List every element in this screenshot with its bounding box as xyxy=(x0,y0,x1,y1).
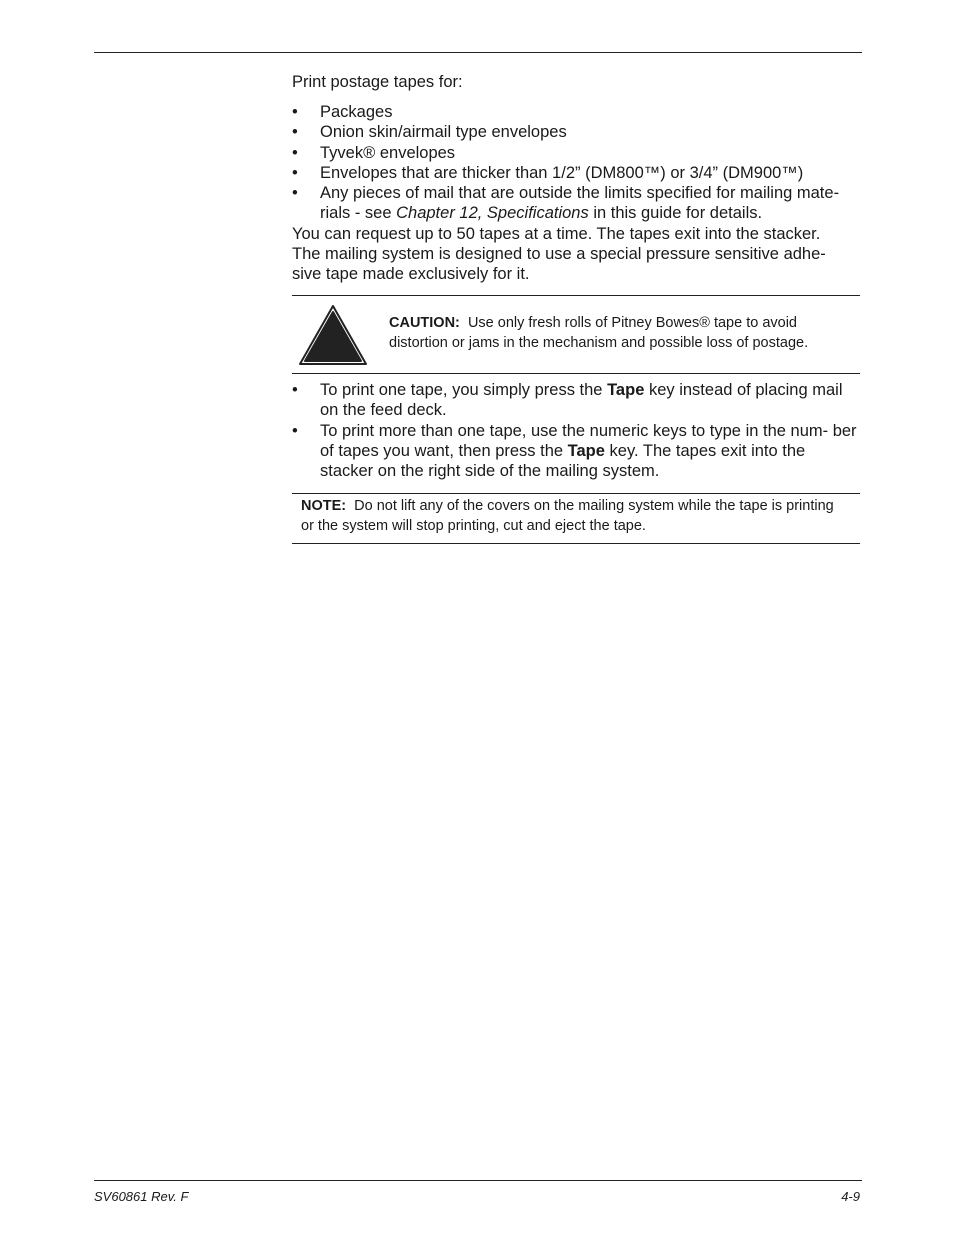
header-rule xyxy=(94,52,862,53)
document-code: SV60861 Rev. F xyxy=(94,1189,189,1204)
page-number: 4-9 xyxy=(841,1189,860,1204)
caution-top-rule xyxy=(292,295,860,296)
mail-types-list xyxy=(292,102,862,224)
caution-label: CAUTION: xyxy=(389,315,460,331)
note-top-rule xyxy=(292,493,860,494)
list-item: • To print more than one tape, use the numeric keys to type in the num- ber of tapes you want, then press the Tape key. The tapes exit into the stacker on the right side of the mailing system. xyxy=(292,421,857,481)
footer-rule xyxy=(94,1180,862,1181)
tape-key-label: Tape xyxy=(567,441,605,460)
tape-limit-paragraph: You can request up to 50 tapes at a time. The tapes exit into the stacker. xyxy=(292,225,821,243)
caution-bottom-rule xyxy=(292,373,860,374)
note-label: NOTE: xyxy=(301,498,347,514)
print-instructions-list xyxy=(292,380,860,481)
note-bottom-rule xyxy=(292,543,860,544)
tape-type-paragraph: The mailing system is designed to use a special pressure sensitive adhe- sive tape made exclusively for it. xyxy=(292,245,826,284)
caution-text: CAUTION: Use only fresh rolls of Pitney Bowes® tape to avoid distortion or jams in the mechanism and possible loss of postage. xyxy=(389,315,809,351)
list-item: • Envelopes that are thicker than 1/2” (DM800™) or 3/4” (DM900™) xyxy=(292,163,804,182)
list-item: • To print one tape, you simply press the Tape key instead of placing mail on the feed deck. xyxy=(292,381,843,420)
caution-warning-icon xyxy=(298,304,368,366)
intro-text: Print postage tapes for: xyxy=(292,73,463,91)
list-item: • Onion skin/airmail type envelopes xyxy=(292,123,567,142)
list-item: • Tyvek® envelopes xyxy=(292,143,456,162)
note-text: NOTE: Do not lift any of the covers on the mailing system while the tape is printing or the system will stop printing, cut and eject the tape. xyxy=(301,498,834,534)
list-item: • Any pieces of mail that are outside the limits specified for mailing mate- rials - see Chapter 12, Specifications in this guide for details. xyxy=(292,184,840,223)
list-item: • Packages xyxy=(292,103,393,121)
tape-key-label: Tape xyxy=(607,381,645,399)
chapter-reference: Chapter 12, Specifications xyxy=(396,204,589,223)
